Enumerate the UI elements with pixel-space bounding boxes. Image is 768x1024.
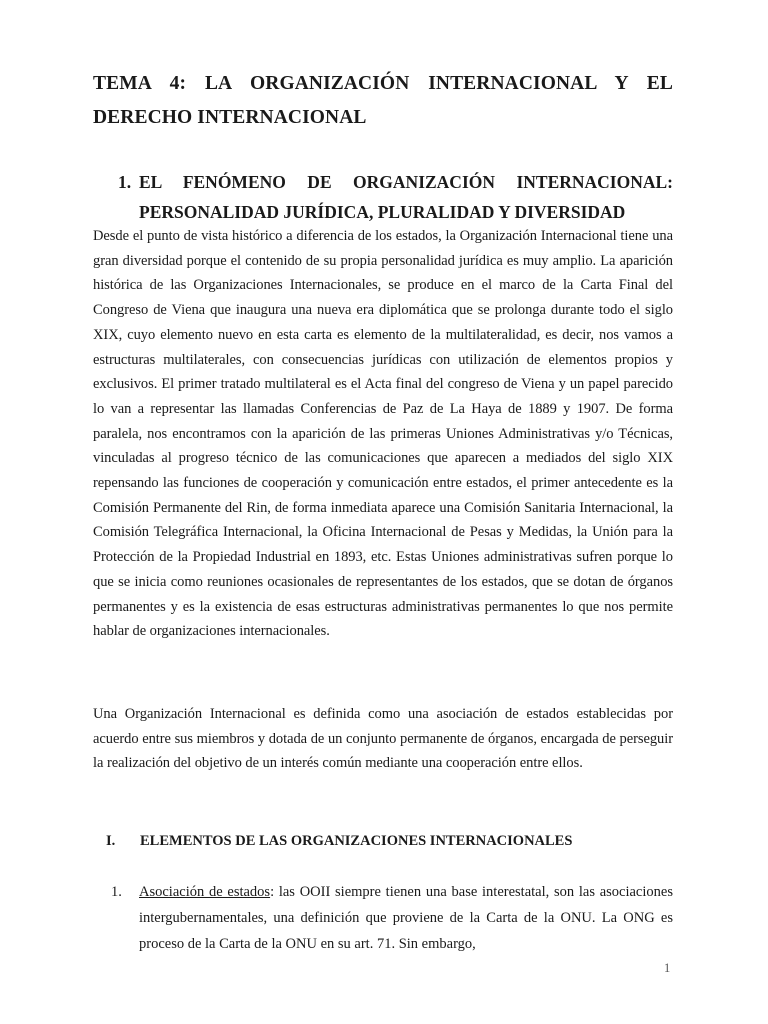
subsection-numeral: I.	[106, 833, 116, 849]
list-item-text: : las OOII siempre tienen una base interestatal, son las asociaciones intergubernamentales, una definición que proviene de la Carta de la ONU. La ONG es proceso de la Carta de la ONU en su art. 71. Sin embargo,	[139, 884, 673, 952]
list-item-term: Asociación de estados	[139, 884, 271, 900]
paragraph-history: Desde el punto de vista histórico a diferencia de los estados, la Organización Internacional tiene una gran diversidad porque el contenido de su propia personalidad jurídica es muy amplio. La aparición histórica de las Organizaciones Internacionales, se produce en el marco de la Carta Final del Congreso de Viena que inaugura una nueva era diplomática que se prolonga durante todo el siglo XIX, cuyo elemento nuevo en esta carta es elemento de la multilateralidad, es decir, nos vamos a estructuras multilaterales, con consecuencias jurídicas con utilización de elementos propios y exclusivos. El primer tratado multilateral es el Acta final del congreso de Viena y un papel parecido lo van a representar las llamadas Conferencias de Paz de La Haya de 1889 y 1907. De forma paralela, nos encontramos con la aparición de las primeras Uniones Administrativas y/o Técnicas, vinculadas al progreso técnico de las comunicaciones que aparecen a mediados del siglo XIX repensando las funciones de cooperación y comunicación entre estados, el primer antecedente es la Comisión Permanente del Rin, de forma inmediata aparece una Comisión Sanitaria Internacional, la Comisión Telegráfica Internacional, la Oficina Internacional de Pesas y Medidas, la Unión para la Protección de la Propiedad Industrial en 1893, etc. Estas Uniones administrativas sufren porque lo que se inicia como reuniones ocasionales de representantes de los estados, que se dotan de órganos permanentes y es la existencia de esas estructuras administrativas permanentes lo que nos permite hablar de organizaciones internacionales.	[93, 228, 673, 640]
paragraph-definition: Una Organización Internacional es definida como una asociación de estados establecidas por acuerdo entre sus miembros y dotada de un conjunto permanente de órganos, encargada de perseguir la realización del objetivo de un interés común mediante una cooperación entre ellos.	[93, 706, 673, 772]
subsection-title: ELEMENTOS DE LAS ORGANIZACIONES INTERNACIONALES	[140, 833, 573, 849]
section-heading-line1: EL FENÓMENO DE ORGANIZACIÓN INTERNACIONAL:	[139, 172, 673, 192]
document-title: TEMA 4: LA ORGANIZACIÓN INTERNACIONAL Y EL DERECHO INTERNACIONAL	[93, 73, 673, 128]
section-heading-line2: PERSONALIDAD JURÍDICA, PLURALIDAD Y DIVERSIDAD	[139, 202, 626, 222]
subsection-heading	[106, 829, 676, 853]
list-item-marker: 1.	[111, 884, 122, 900]
section-number: 1.	[118, 172, 132, 192]
page-number: 1	[664, 961, 671, 975]
list-item-content	[139, 879, 673, 957]
